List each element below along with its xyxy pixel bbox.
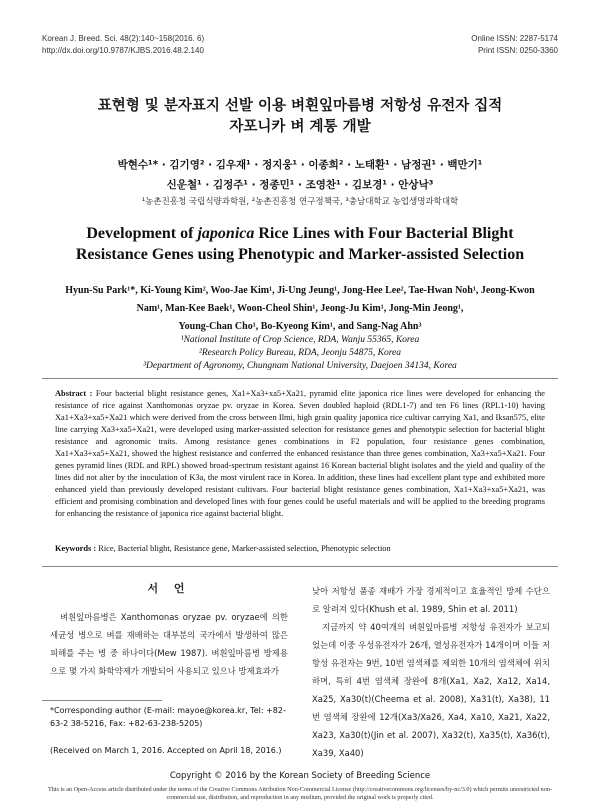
korean-affiliation: ¹농촌진흥청 국립식량과학원, ²농촌진흥청 연구정책국, ³충남대학교 농업생명과학대학: [141, 197, 459, 207]
abstract-label: Abstract :: [55, 389, 93, 398]
divider: [42, 378, 558, 379]
intro-paragraph: 낮아 저항성 품종 재배가 가장 경제적이고 효율적인 방제 수단으로 알려져 있다(Khush et al. 1989, Shin et al. 2011): [312, 586, 550, 614]
journal-citation: Korean J. Breed. Sci. 48(2):140~158(2016. 6): [42, 34, 205, 43]
corresponding-author-note: *Corresponding author (E-mail: mayoe@korea.kr, Tel: +82- 63-2 38-5216, Fax: +82-63-238-5205): [50, 706, 286, 728]
online-issn: Online ISSN: 2287-5174: [471, 34, 558, 43]
doi-link[interactable]: http://dx.doi.org/10.9787/KJBS.2016.48.2.140: [42, 46, 204, 55]
license-text: This is an Open-Access article distributed under the terms of the Creative Commons Attribution Non-Commercial License (http://creativecommons.org/licenses/by-nc/3.0) which permits unrestricted non-commercial use, distribution, and reproduction in any medium, provided the original work is properly cited.: [47, 786, 553, 801]
intro-paragraph: 지금까지 약 40여개의 벼흰잎마름병 저항성 유전자가 보고되었는데 이중 우성유전자가 26개, 열성유전자가 14개이며 이들 저항성 유전자는 9번, 10번 염색체를 제외한 10개의 염색체에 위치하며, 특히 4번 염색체 장완에 8개(Xa1, Xa2, Xa12, Xa14, Xa25, Xa30(t)(Cheema et al. 2008), Xa31(t), Xa38), 11번 염색체 장완에 12개(Xa3/Xa26, Xa4, Xa10, Xa21, Xa22, Xa23, Xa30(t)(Jin et al. 2007), Xa32(t), Xa35(t), Xa36(t), Xa39, Xa40): [312, 622, 550, 758]
keywords: [55, 544, 545, 553]
received-note: (Received on March 1, 2016. Accepted on April 18, 2016.): [50, 746, 282, 755]
english-affiliations: ¹National Institute of Crop Science, RDA, Wanju 55365, Korea ²Research Policy Bureau, RDA, Jeonju 54875, Korea ³Department of Agronomy, Chungnam National University, Daejoen 34134, Korea: [143, 335, 457, 371]
issn-header: [471, 33, 558, 57]
keywords-label: Keywords :: [55, 544, 97, 553]
keywords-text: Rice, Bacterial blight, Resistance gene, Marker-assisted selection, Phenotypic selection: [98, 544, 391, 553]
journal-header: [42, 33, 204, 57]
print-issn: Print ISSN: 0250-3360: [477, 46, 558, 55]
section-heading: 서 언: [147, 582, 191, 595]
korean-title: 표현형 및 분자표지 선발 이용 벼흰잎마름병 저항성 유전자 집적 자포니카 벼 계통 개발: [97, 98, 503, 135]
abstract-text: Four bacterial blight resistance genes, Xa1+Xa3+xa5+Xa21, pyramid elite japonica rice lines were developed for enhancing the resistance of rice against Xanthomonas oryzae pv. oryzae in Korea. Seven doubled haploid (RDL1-7) and ten F6 lines (RPL1-10) having Xa1+Xa3+xa5+Xa21 which were derived from the cross between Ilmi, high grain quality japonica rice cultivar carrying Xa1, and Iksan575, elite line carrying Xa3+xa5+Xa21, were developed using marker-assisted selection for resistance genes and phenotypic selection for bacterial blight resistance and agronomic traits. Among resistance genes combinations in F2 population, four resistance genes combination, Xa1+Xa3+xa5+Xa21, showed the highest resistance and conferred the enhanced resistance than three genes combination, Xa3+xa5+Xa21. Four genes pyramid lines (RDL and RPL) showed broad-spectrum resistant against 16 Korean bacterial blight isolates and the yield and quality of the lines did not alter by the inoculation of K3a, the most virulent race in Korea. In addition, these lines had excellent plant type and exhibited more enhanced yield than previously developed resistant cultivars. Four bacterial blight resistance genes combination, Xa1+Xa3+xa5+Xa21, was efficient and promising combination and developed lines with four genes could be useful materials and will be applied to the breeding programs for enhancing the resistance of japonica rice against bacterial blight.: [55, 389, 545, 518]
copyright: Copyright © 2016 by the Korean Society of Breeding Science: [169, 771, 431, 781]
english-title: Development of japonica Rice Lines with Four Bacterial Blight Resistance Genes using Phenotypic and Marker-assisted Selection: [75, 225, 525, 263]
intro-paragraph: 벼흰잎마름병은 Xanthomonas oryzae pv. oryzae에 의한 세균성 병으로 벼를 재배하는 대부분의 국가에서 발생하여 많은 피해를 주는 병 중 하나이다(Mew 1987). 벼흰잎마름병 방제용으로 몇 가지 화학약제가 개발되어 사용되고 있으나 방제효과가: [50, 612, 288, 676]
english-authors: Hyun-Su Park¹*, Ki-Young Kim², Woo-Jae Kim¹, Ji-Ung Jeung¹, Jong-Hee Lee², Tae-Hwan Noh¹, Jeong-Kwon Nam¹, Man-Kee Baek¹, Woon-Cheol Shin¹, Jeong-Ju Kim¹, Jong-Min Jeong¹, Young-Chan Cho¹, Bo-Kyeong Kim¹, and Sang-Nag Ahn³: [65, 285, 535, 332]
divider: [42, 566, 558, 567]
abstract: [55, 388, 545, 520]
intro-right-column: [312, 582, 550, 762]
intro-left-column: [50, 580, 288, 680]
korean-authors: 박현수¹* · 김기영² · 김우재¹ · 정지웅¹ · 이종희² · 노태환¹ · 남정권¹ · 백만기¹ 신운철¹ · 김정주¹ · 정종민¹ · 조영찬¹ · 김보경¹ · 안상낙³: [117, 159, 483, 191]
footnote-divider: [42, 700, 162, 701]
